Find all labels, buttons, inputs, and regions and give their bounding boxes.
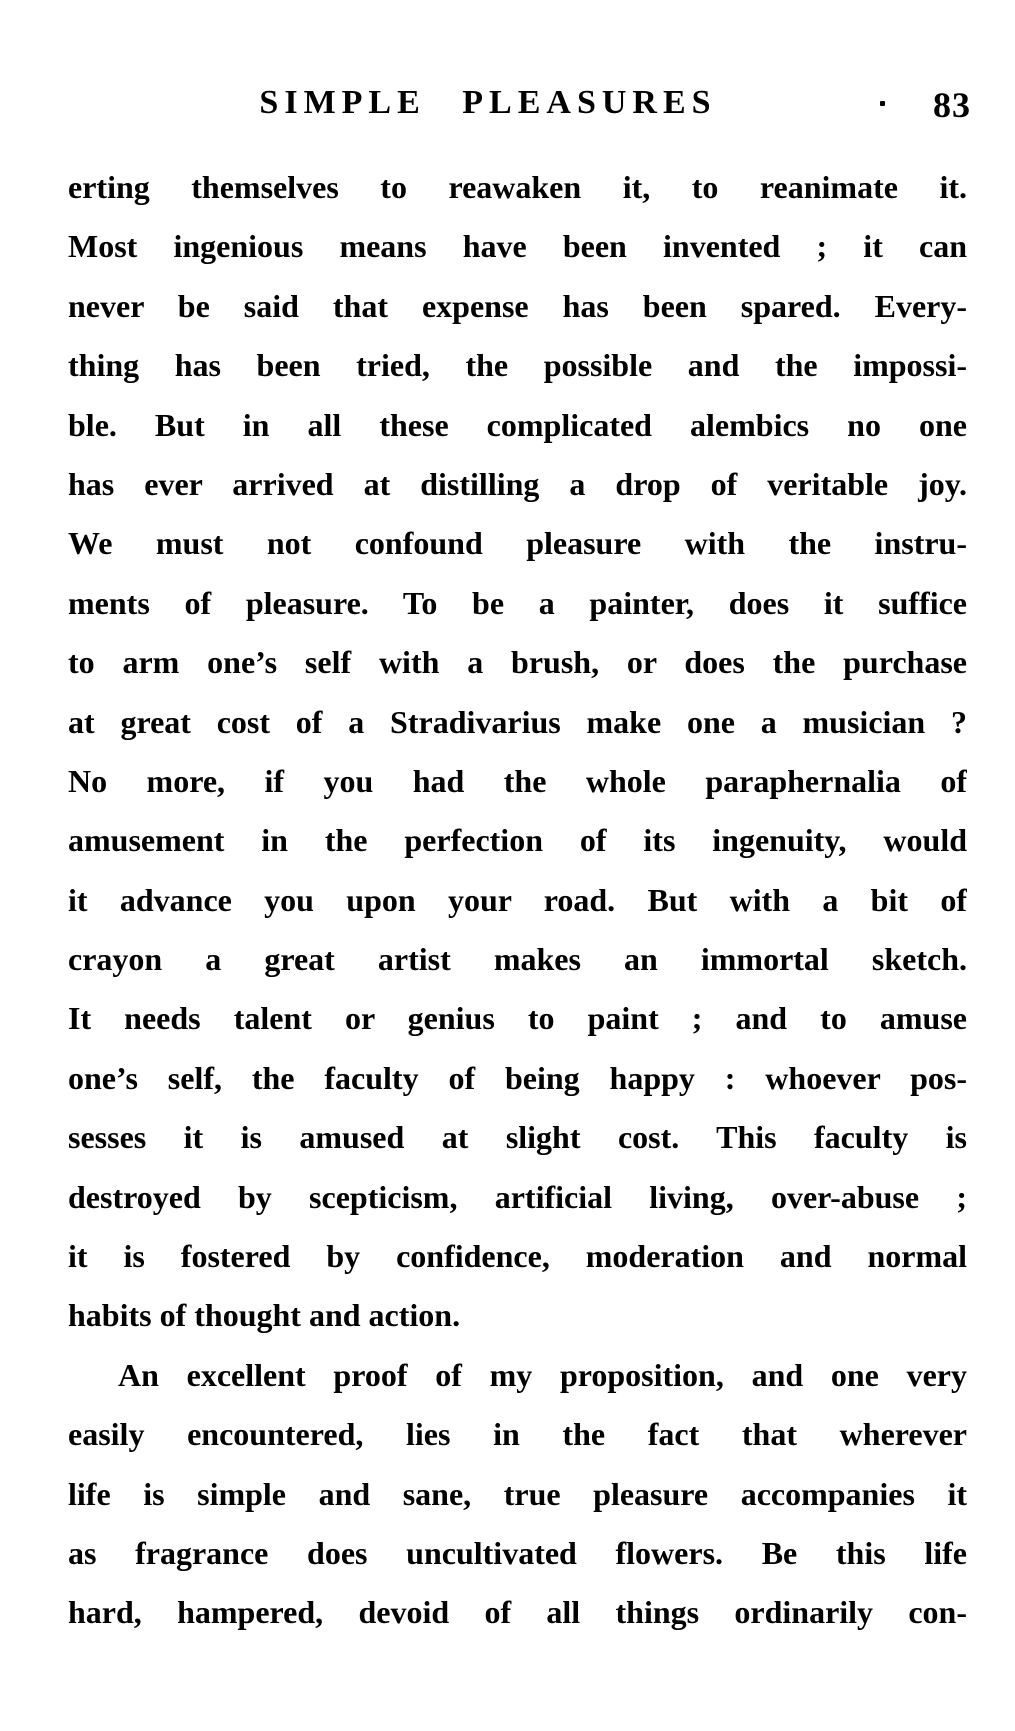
text-line: never be said that expense has been spared. Every- xyxy=(68,287,967,324)
text-line: as fragrance does uncultivated flowers. Be this life xyxy=(68,1534,967,1571)
text-line: Most ingenious means have been invented ; it can xyxy=(68,228,967,265)
text-line: it advance you upon your road. But with a bit of xyxy=(68,881,967,918)
text-line: sesses it is amused at slight cost. This faculty is xyxy=(68,1119,967,1156)
running-head-title: SIMPLE PLEASURES xyxy=(259,84,717,121)
text-line: ble. But in all these complicated alembics no one xyxy=(68,406,967,443)
text-line: It needs talent or genius to paint ; and to amuse xyxy=(68,1000,967,1037)
text-line: amusement in the perfection of its ingenuity, would xyxy=(68,822,967,859)
page-number: 83 xyxy=(933,85,971,125)
text-line: erting themselves to reawaken it, to reanimate it. xyxy=(68,169,967,205)
text-line: easily encountered, lies in the fact that wherever xyxy=(68,1416,967,1453)
text-line: one’s self, the faculty of being happy : whoever pos- xyxy=(68,1059,967,1096)
ink-dot-artifact xyxy=(880,101,885,106)
text-line: hard, hampered, devoid of all things ordinarily con- xyxy=(68,1594,967,1631)
text-line: habits of thought and action. xyxy=(68,1297,461,1334)
text-line: We must not confound pleasure with the instru- xyxy=(68,525,967,562)
text-line: crayon a great artist makes an immortal sketch. xyxy=(68,941,967,978)
text-line: it is fostered by confidence, moderation and normal xyxy=(68,1238,967,1275)
text-line: No more, if you had the whole paraphernalia of xyxy=(68,762,967,799)
text-line: at great cost of a Stradivarius make one a musician ? xyxy=(68,703,967,740)
text-line: An excellent proof of my proposition, and one very xyxy=(118,1356,967,1393)
text-line: life is simple and sane, true pleasure accompanies it xyxy=(68,1475,967,1512)
text-line: thing has been tried, the possible and the impossi- xyxy=(68,347,967,384)
text-line: ments of pleasure. To be a painter, does it suffice xyxy=(68,584,967,621)
body-text xyxy=(68,158,967,1643)
text-line: to arm one’s self with a brush, or does the purchase xyxy=(68,644,967,681)
text-line: has ever arrived at distilling a drop of veritable joy. xyxy=(68,465,967,502)
text-line: destroyed by scepticism, artificial living, over-abuse ; xyxy=(68,1178,967,1215)
